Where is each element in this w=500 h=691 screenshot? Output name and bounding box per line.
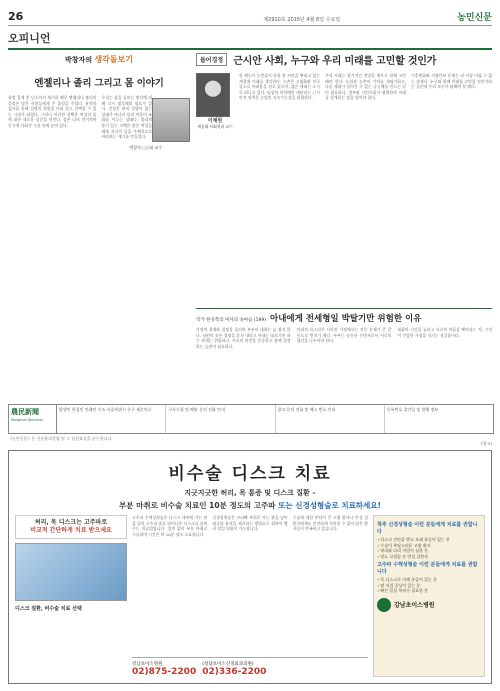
checklist-item: ✓ 허리와 다리 저림이 심한 분 — [377, 548, 481, 554]
ad-headline — [9, 500, 491, 511]
ad-body — [15, 515, 485, 677]
info-cell: 구독신청 및 배달 문의 전화 안내 — [166, 405, 275, 433]
checklist-item: ✓ 디스크 진단을 받고 오래 통증이 있는 분 — [377, 537, 481, 543]
columnist-name: 이채원 — [207, 118, 223, 124]
article-header — [196, 309, 492, 327]
article-title: 근시안 사회, 누구와 우리 미래를 고민할 것인가 — [233, 56, 437, 67]
page-header — [8, 10, 492, 26]
ad-subtitle: 지긋지긋한 허리, 목 통증 및 디스크 질환 – — [184, 489, 316, 497]
article-paragraph: 아내의 목소리가 사라진 가정에서는 작은 문제가 큰 갈등으로 번지기 쉽다. 부부는 동등한 동반자로서 서로의 생각을 나누어야 한다. — [296, 327, 392, 344]
info-cell: 발행인 편집인 인쇄인 주소 서울특별시 중구 새문안로 — [57, 405, 166, 433]
columnist-title: 세종대 사회학과 교수 — [197, 124, 233, 129]
publication-info-box — [8, 404, 494, 434]
checklist — [377, 537, 481, 559]
right-column-article — [196, 52, 492, 307]
checklist-item: ✓ 빠른 일상 복귀가 필요한 분 — [377, 588, 481, 594]
ethics-notice: 《농민신문》은 신문윤리강령 및 그 실천요강을 준수합니다. — [8, 436, 113, 441]
hospital-logo-block — [377, 598, 481, 612]
ad-headline-part: 부분 마취로 비수술 치료인 10분 정도의 고주파 — [119, 501, 279, 510]
ad-photo — [15, 543, 127, 601]
article-body — [196, 73, 492, 129]
checklist-heading: 고주파 수핵성형술 이런 분들에게 치료를 권합니다 — [377, 562, 478, 575]
ad-paragraph: 신경성형술은 꼬리뼈 부위로 가는 관을 넣어 염증과 유착을 제거하는 방법으로 회복이 빨라 당일 퇴원이 가능합니다. — [212, 515, 288, 532]
banner-line-highlight: 비교적 간단하게 치료 받으세요 — [30, 527, 112, 534]
columnist-profile — [196, 73, 234, 129]
ad-title: 비수술 디스크 치료 — [168, 464, 332, 484]
ad-middle-panel — [132, 515, 368, 677]
masthead: 농민신문 — [457, 13, 492, 23]
banner-line: 허리, 목 디스크는 고주파로 — [34, 519, 108, 526]
section-title: 오피니언 — [8, 32, 51, 45]
ad-right-panel — [373, 515, 485, 677]
checklist-item: ✓ 팔 저림 증상이 있는 분 — [377, 583, 481, 589]
info-cell: 광고 문의 전화 및 팩스 번호 안내 — [276, 405, 385, 433]
kicker-main: 생각돌보기 — [94, 55, 133, 64]
ad-paragraph: 수술에 대한 부담이 큰 고령 환자나 만성 질환자에게도 안전하게 적용할 수 있어 많은 환자들이 만족하고 있습니다. — [292, 515, 368, 532]
ad-banner — [15, 515, 127, 539]
issue-info: 제2910호 2015년 4월 8일 수요일 — [263, 17, 341, 23]
article-body — [8, 95, 190, 151]
article-header — [196, 52, 492, 67]
author-photo — [152, 98, 190, 142]
contact-label: (청담초이스신경외과의원) — [202, 662, 254, 667]
publication-brand — [9, 405, 57, 433]
ad-contact — [132, 657, 368, 677]
section-rule — [8, 48, 492, 50]
hospital-name: 강남초이스병원 — [394, 602, 435, 609]
ad-text-columns — [132, 515, 368, 654]
contact-label: 강남초이스병원 — [132, 662, 163, 667]
checklist — [377, 577, 481, 594]
article-paragraph: 우리는 몸을 돌보는 방식에 대해 다시 생각해볼 필요가 있다. 건강은 단지 질병이 없는 상태가 아니라 몸과 마음이 조화를 이루는 상태다. 졸리의 용기 있는 고백은 많은 여성들에게 자신의 몸을 주체적으로 바라보는 계기를 만들었다. — [101, 95, 152, 140]
ad-left-panel — [15, 515, 127, 677]
text-columns — [239, 73, 492, 129]
checklist-item: ✓ 목 디스크로 어깨 통증이 있는 분 — [377, 577, 481, 583]
brand-logo: 農民新聞 — [11, 408, 39, 416]
text-columns — [196, 327, 492, 349]
checklist-item: ✓ 수술이 부담스러운 고령 환자 — [377, 543, 481, 549]
hospital-logo-icon — [377, 598, 391, 612]
contact-phone: 02)875-2200 — [132, 667, 197, 677]
checklist-heading: 척추 신경성형술 이런 분들에게 치료를 권합니다 — [377, 522, 478, 535]
article-title: 엔젤리나 졸리 그리고 몸 이야기 — [34, 78, 164, 89]
article-title: 아내에게 전세형일 박탈기만 위험한 이유 — [270, 314, 422, 324]
brand-subtitle: Nongmin Shinmun — [11, 418, 44, 422]
kicker-prefix: 박창자의 — [65, 56, 93, 64]
middle-article — [196, 308, 492, 396]
ad-label: (광고) — [481, 441, 492, 446]
ad-paragraph: 고주파 수핵성형술은 디스크 내부에 가는 관을 넣어 고주파 열로 튀어나온 디스크를 줄여주는 치료법입니다. 절개 없이 부분 마취로 시술하며 시간은 약 10분 정도 소요됩니다. — [132, 515, 208, 537]
article-paragraph: 유방 절제 후 난소까지 제거한 배우 엔젤리나 졸리의 결정은 많은 사람들에게 큰 울림을 주었다. 유전자 검사를 통해 질병의 위험을 미리 알고 선택할 수 있는 시대가 되었다. 그러나 이러한 선택은 여성의 몸에 대한 새로운 질문을 던진다. 몸은 나의 것이지만 동시에 사회적 시선 속에 놓여 있다. — [8, 95, 97, 128]
advertisement — [8, 450, 492, 684]
ad-headline-highlight: 또는 신경성형술로 치료하세요! — [278, 501, 381, 510]
column-kicker — [39, 54, 159, 70]
contact-phone: 02)336-2200 — [202, 667, 267, 677]
column-tag: 돌어경정 — [196, 53, 227, 66]
article-paragraph: 가정의 경제와 결정을 둘러싼 부부의 대화는 늘 쉽지 않다. 남편이 모든 결정을 혼자 내리고 아내는 따르기만 하는 관계는 위험하다. 서로의 의견을 존중하고 함께 결정하는 습관이 필요하다. — [196, 327, 291, 349]
checklist-item: ✓ 당뇨 고혈압 등 만성 질환자 — [377, 554, 481, 560]
columnist-portrait — [196, 73, 230, 117]
author-caption: 박창자 ○○대 교수 — [129, 145, 163, 150]
series-label: 작가 한성복의 여자의 속마음 (199) — [196, 318, 266, 323]
article-paragraph: 기후변화와 식량안보 문제는 더 이상 미룰 수 없는 과제다. 누구와 함께 미래를 고민할 것인가라는 질문에 우리 모두가 답해야 할 때다. — [411, 73, 492, 90]
info-cell: 등록번호 창간일 및 발행 정보 — [386, 407, 439, 412]
ad-photo-caption: 디스크 질환, 비수술 치료 선택 — [15, 606, 82, 612]
article-paragraph: 우리 사회는 장기적인 전망을 세우고 함께 고민해야 한다. 농업과 농촌의 가치를 재평가하고, 다음 세대가 살아갈 수 있는 공동체를 만드는 일이 필요하다. 정부와 시민사회가 협력하여 미래를 설계하는 장을 열어야 한다. — [325, 73, 406, 101]
article-paragraph: 한 해농사 농민들이 한창 봄 씨앗을 뿌리고 있는 계절에 미래를 생각한다. 농촌은 고령화와 인구 감소로 어려움을 겪고 있으며, 젊은 세대는 도시로 떠나고 있다. 당장의 이익에만 매달리는 근시안적 정책은 농업의 지속가능성을 위협한다. — [239, 73, 320, 101]
page-number: 26 — [8, 10, 24, 23]
article-paragraph: 대화의 시간을 늘리고 서로의 마음을 헤아리는 것, 그것이 건강한 가정을 지키는 첫걸음이다. — [397, 327, 493, 338]
